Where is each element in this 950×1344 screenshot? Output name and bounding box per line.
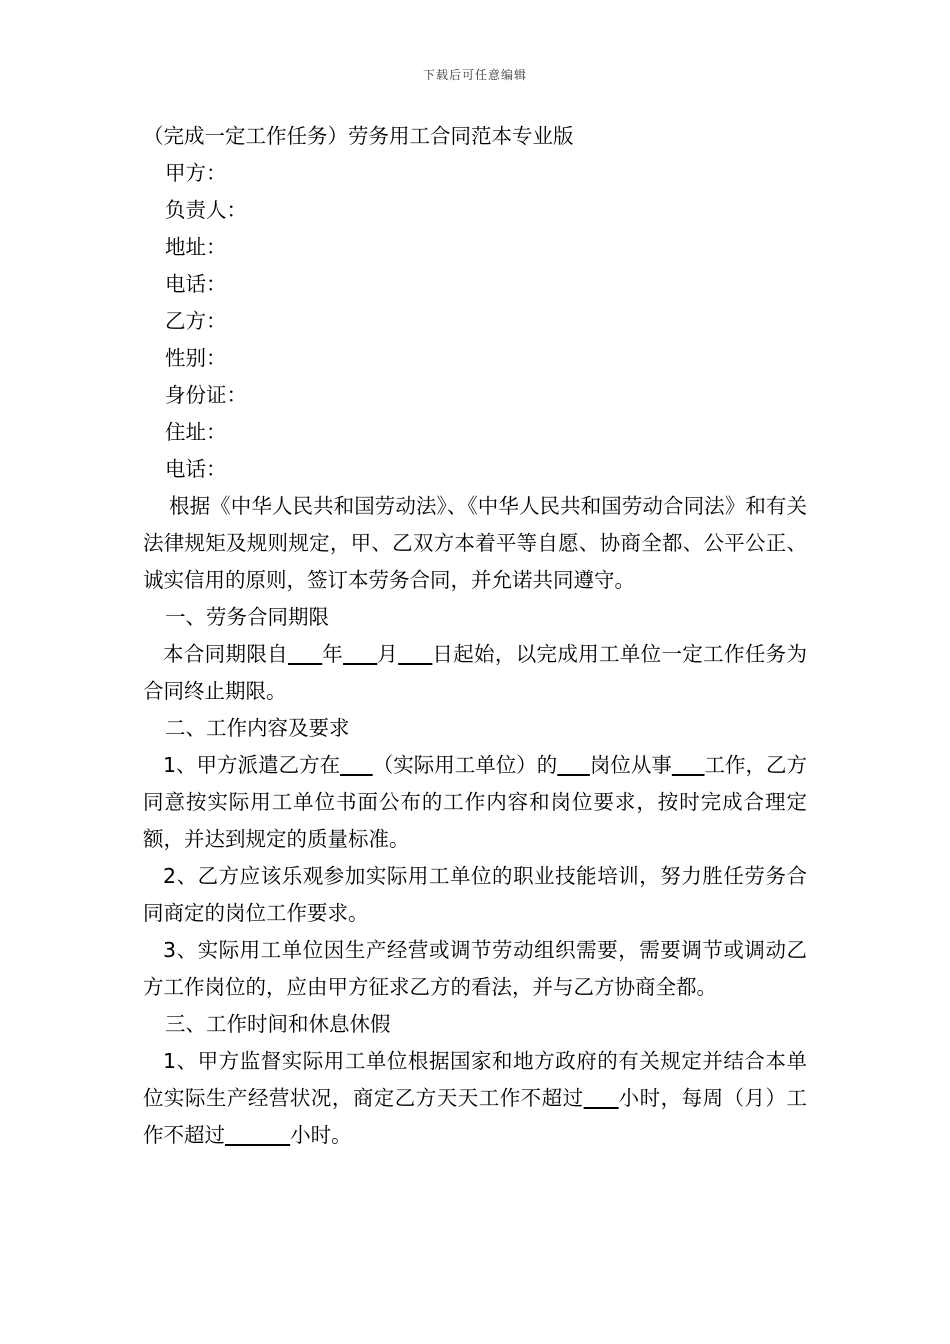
header-note: 下载后可任意编辑 xyxy=(422,68,527,82)
party-field-gender: 性别： xyxy=(165,346,227,370)
party-field-party-b: 乙方： xyxy=(165,309,227,333)
employer-blank xyxy=(340,753,373,777)
section2-item1-text-a: 1、甲方派遣乙方在 xyxy=(163,753,341,777)
contract-title: （完成一定工作任务）劳务用工合同范本专业版 xyxy=(143,124,574,148)
section2-item2: 2、乙方应该乐观参加实际用工单位的职业技能培训，努力胜任劳务合同商定的岗位工作要求。 xyxy=(143,864,807,925)
section3-item1 xyxy=(143,1043,807,1154)
party-field-id-card: 身份证： xyxy=(165,383,247,407)
day-blank xyxy=(398,642,432,666)
section1-text-b: 年 xyxy=(322,642,344,666)
party-field-phone-a: 电话： xyxy=(165,272,227,296)
section2-item1 xyxy=(143,747,807,858)
section2-item1-text-b: （实际用工单位）的 xyxy=(372,753,558,777)
party-field-residence: 住址： xyxy=(165,420,227,444)
month-blank xyxy=(343,642,377,666)
section1-heading: 一、劳务合同期限 xyxy=(165,605,329,629)
section3-item1-text-a: 1、甲方监督实际用工单位根据国家和地方政府的有关规定并结合本单位实际生产经营状况，商定乙方天天工作不超过 xyxy=(143,1049,807,1110)
intro-paragraph: 根据《中华人民共和国劳动法》、《中华人民共和国劳动合同法》和有关法律规矩及规则规定，甲、乙双方本着平等自愿、协商全都、公平公正、诚实信用的原则，签订本劳务合同，并允诺共同遵守。 xyxy=(143,494,807,592)
party-field-phone-b: 电话： xyxy=(165,457,227,481)
contract-body xyxy=(143,118,807,1154)
section3-heading: 三、工作时间和休息休假 xyxy=(165,1012,391,1036)
position-blank xyxy=(557,753,590,777)
weekly-hours-blank xyxy=(225,1123,290,1147)
section2-heading: 二、工作内容及要求 xyxy=(165,716,350,740)
section2-item1-text-d: 工作，乙方同意按实际用工单位书面公布的工作内容和岗位要求，按时完成合理定额，并达到规定的质量标准。 xyxy=(143,753,808,851)
party-field-address: 地址： xyxy=(165,235,227,259)
section2-item1-text-c: 岗位从事 xyxy=(589,753,672,777)
section1-paragraph xyxy=(143,636,807,710)
year-blank xyxy=(288,642,322,666)
section3-item1-text-b: 小时，每周（月）工作不超过 xyxy=(143,1086,808,1147)
party-field-responsible-person: 负责人： xyxy=(165,198,247,222)
section1-text-a: 本合同期限自 xyxy=(163,642,288,666)
party-field-party-a: 甲方： xyxy=(165,161,227,185)
work-blank xyxy=(672,753,705,777)
section1-text-d: 日起始，以完成用工单位一定工作任务为合同终止期限。 xyxy=(143,642,807,703)
section1-text-c: 月 xyxy=(377,642,399,666)
section2-item3: 3、实际用工单位因生产经营或调节劳动组织需要，需要调节或调动乙方工作岗位的，应由甲方征求乙方的看法，并与乙方协商全都。 xyxy=(143,938,807,999)
section3-item1-text-c: 小时。 xyxy=(290,1123,352,1147)
daily-hours-blank xyxy=(584,1086,619,1110)
